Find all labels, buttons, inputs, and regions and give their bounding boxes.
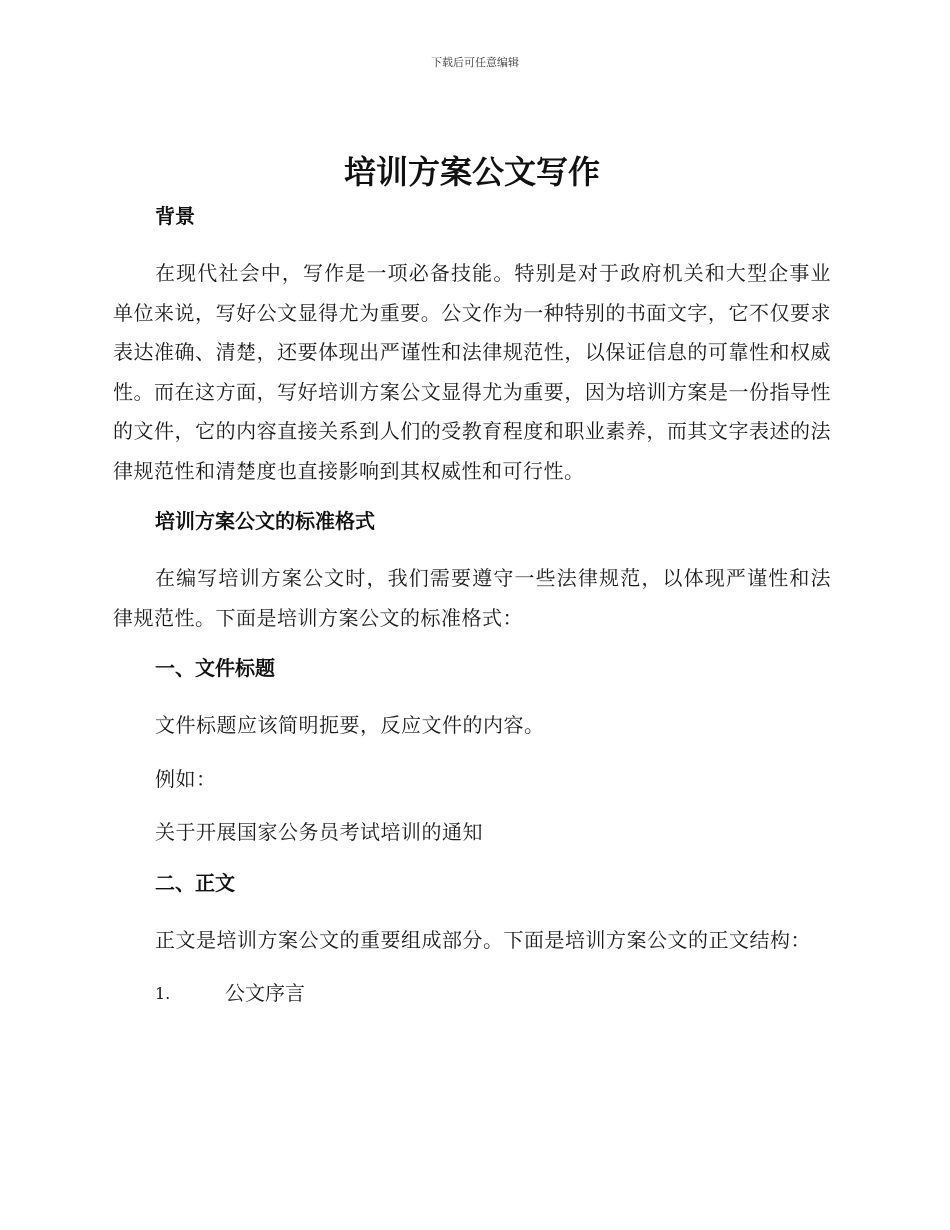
section-heading-format: 培训方案公文的标准格式 bbox=[155, 509, 375, 533]
list-item-text: 公文序言 bbox=[225, 981, 305, 1005]
list-item-number: 1. bbox=[155, 984, 171, 1003]
document-content bbox=[113, 146, 831, 1013]
paragraph-format: 在编写培训方案公文时，我们需要遵守一些法律规范，以体现严谨性和法律规范性。下面是培训方案公文的标准格式： bbox=[113, 566, 831, 630]
paragraph-body: 正文是培训方案公文的重要组成部分。下面是培训方案公文的正文结构： bbox=[155, 927, 811, 952]
paragraph-file-title: 文件标题应该简明扼要，反应文件的内容。 bbox=[155, 713, 545, 737]
paragraph-background: 在现代社会中，写作是一项必备技能。特别是对于政府机关和大型企事业单位来说，写好公文显得尤为重要。公文作为一种特别的书面文字，它不仅要求表达准确、清楚，还要体现出严谨性和法律规范性，以保证信息的可靠性和权威性。而在这方面，写好培训方案公文显得尤为重要，因为培训方案是一份指导性的文件，它的内容直接关系到人们的受教育程度和职业素养，而其文字表述的法律规范性和清楚度也直接影响到其权威性和可行性。 bbox=[113, 261, 831, 483]
header-note: 下载后可任意编辑 bbox=[431, 56, 519, 69]
paragraph-example-label: 例如： bbox=[155, 766, 217, 791]
section-heading-body: 二、正文 bbox=[155, 870, 235, 895]
document-title: 培训方案公文写作 bbox=[343, 153, 600, 191]
list-item bbox=[155, 974, 831, 1013]
section-heading-file-title: 一、文件标题 bbox=[155, 656, 275, 680]
section-heading-background: 背景 bbox=[155, 204, 195, 228]
paragraph-example-text: 关于开展国家公务员考试培训的通知 bbox=[155, 820, 483, 844]
